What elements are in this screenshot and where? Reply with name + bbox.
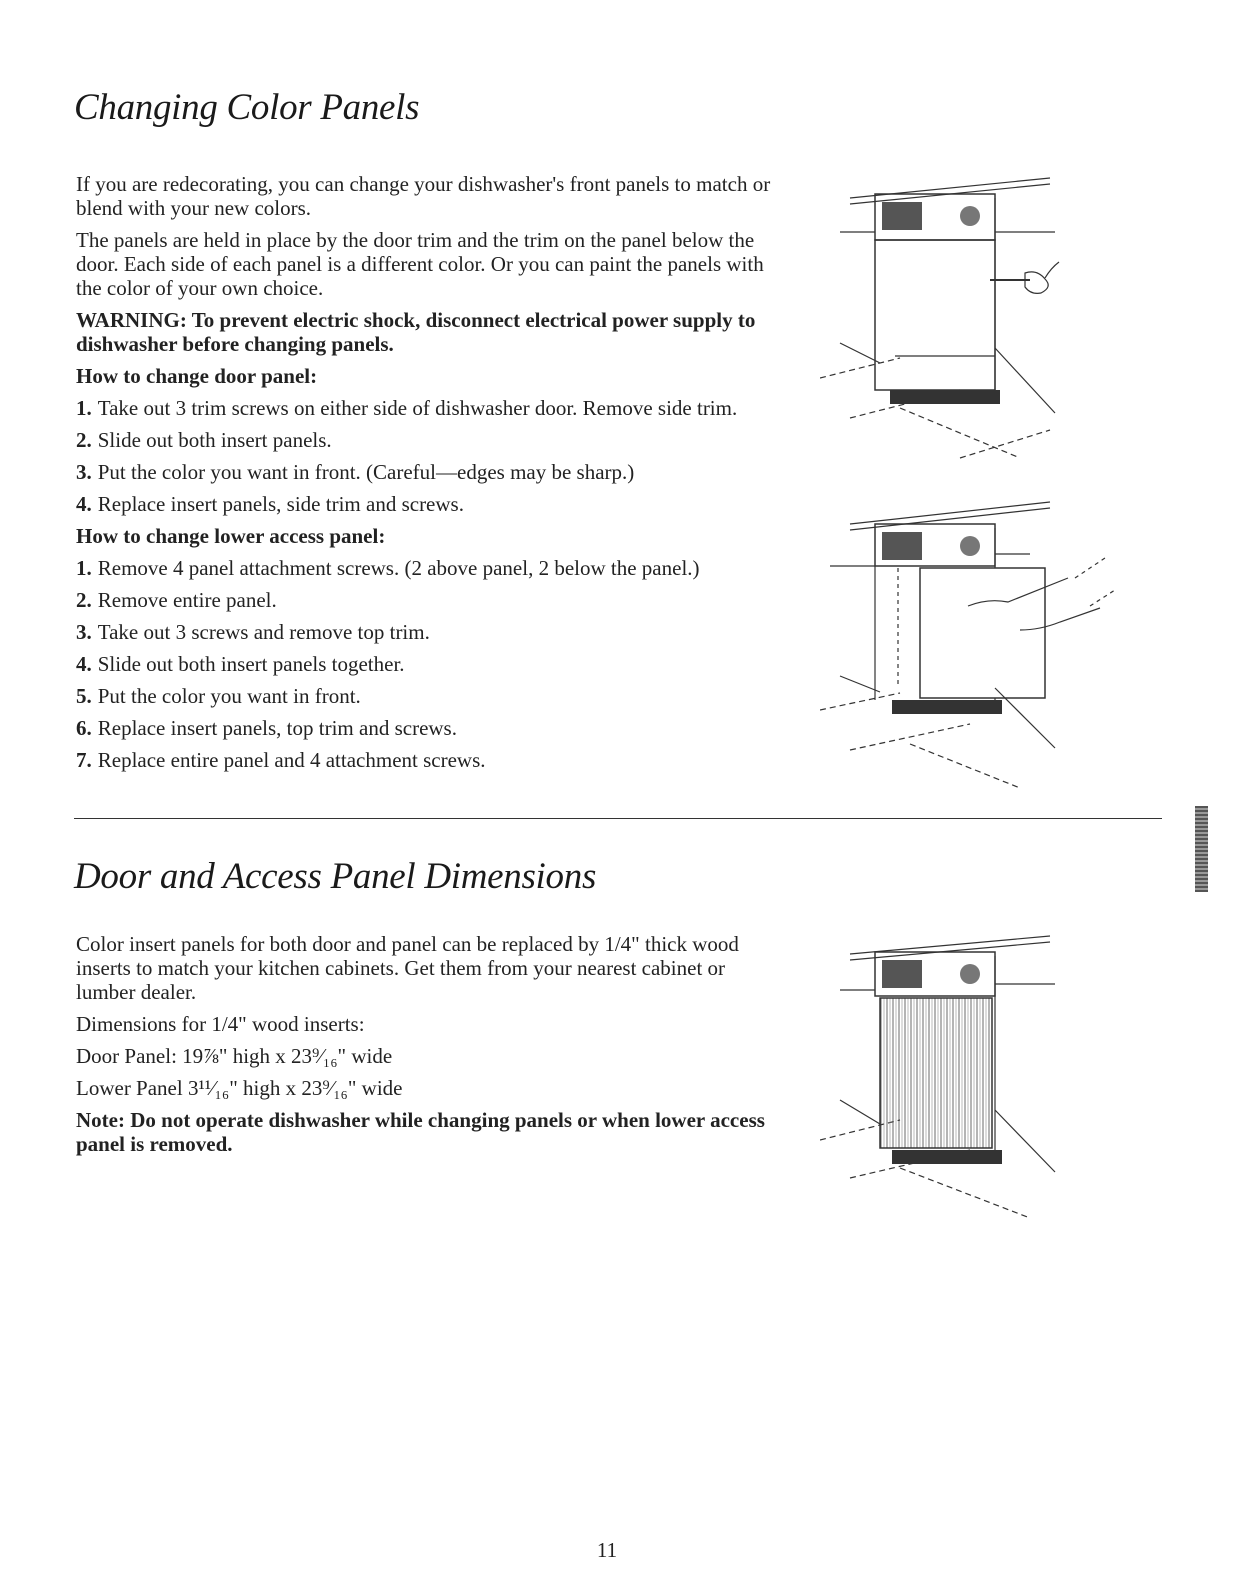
step-number: 7. xyxy=(76,748,92,772)
step-text: Put the color you want in front. xyxy=(97,684,361,708)
step-number: 6. xyxy=(76,716,92,740)
step-number: 4. xyxy=(76,492,92,516)
step-number: 2. xyxy=(76,588,92,612)
warning-text: WARNING: To prevent electric shock, disconnect electrical power supply to dishwasher before changing panels. xyxy=(76,308,756,356)
step-number: 1. xyxy=(76,396,92,420)
step-text: Replace insert panels, side trim and screws. xyxy=(97,492,464,516)
section-title-changing-color-panels: Changing Color Panels xyxy=(74,87,420,128)
step-text: Replace insert panels, top trim and screws. xyxy=(97,716,457,740)
lower-step xyxy=(76,748,776,772)
intro-paragraph-2: The panels are held in place by the door trim and the trim on the panel below the door. Each side of each panel is a different color. Or you can paint the panels with the color of your own choice. xyxy=(76,228,764,300)
intro-paragraph-1: If you are redecorating, you can change your dishwasher's front panels to match or blend with your new colors. xyxy=(76,172,771,220)
door-step xyxy=(76,428,776,452)
step-text: Put the color you want in front. (Careful—edges may be sharp.) xyxy=(97,460,635,484)
margin-scan-mark xyxy=(1195,806,1208,892)
wood-insert-dishwasher-illustration xyxy=(820,928,1060,1228)
lower-step xyxy=(76,684,776,708)
lower-panel-heading: How to change lower access panel: xyxy=(76,524,386,548)
step-text: Slide out both insert panels together. xyxy=(97,652,405,676)
section-divider xyxy=(74,818,1162,819)
step-text: Remove entire panel. xyxy=(97,588,277,612)
door-step xyxy=(76,460,776,484)
door-step xyxy=(76,492,776,516)
step-text: Take out 3 trim screws on either side of dishwasher door. Remove side trim. xyxy=(97,396,738,420)
lower-step xyxy=(76,556,776,580)
lower-panel-removal-illustration xyxy=(820,488,1120,798)
step-number: 3. xyxy=(76,460,92,484)
section-title-dimensions: Door and Access Panel Dimensions xyxy=(74,856,597,897)
step-number: 5. xyxy=(76,684,92,708)
lower-panel-dimension: Lower Panel 3¹¹⁄₁₆" high x 23⁹⁄₁₆" wide xyxy=(76,1076,403,1100)
step-number: 1. xyxy=(76,556,92,580)
dishwasher-trim-removal-illustration xyxy=(820,168,1060,478)
door-panel-steps xyxy=(76,396,776,516)
dimensions-intro: Color insert panels for both door and panel can be replaced by 1/4" thick wood inserts to match your kitchen cabinets. Get them from your nearest cabinet or lumber dealer. xyxy=(76,932,739,1004)
step-number: 4. xyxy=(76,652,92,676)
lower-step xyxy=(76,620,776,644)
page-number: 11 xyxy=(596,1538,618,1562)
step-text: Slide out both insert panels. xyxy=(97,428,332,452)
section-changing-color-panels xyxy=(76,172,776,780)
door-step xyxy=(76,396,776,420)
door-panel-dimension: Door Panel: 19⅞" high x 23⁹⁄₁₆" wide xyxy=(76,1044,393,1068)
lower-step xyxy=(76,716,776,740)
section-dimensions xyxy=(76,932,776,1164)
step-text: Remove 4 panel attachment screws. (2 above panel, 2 below the panel.) xyxy=(97,556,700,580)
step-number: 3. xyxy=(76,620,92,644)
lower-step xyxy=(76,588,776,612)
dimensions-heading: Dimensions for 1/4" wood inserts: xyxy=(76,1012,365,1036)
door-panel-heading: How to change door panel: xyxy=(76,364,318,388)
operating-note: Note: Do not operate dishwasher while changing panels or when lower access panel is removed. xyxy=(76,1108,765,1156)
lower-panel-steps xyxy=(76,556,776,772)
step-number: 2. xyxy=(76,428,92,452)
lower-step xyxy=(76,652,776,676)
step-text: Take out 3 screws and remove top trim. xyxy=(97,620,430,644)
step-text: Replace entire panel and 4 attachment screws. xyxy=(97,748,486,772)
